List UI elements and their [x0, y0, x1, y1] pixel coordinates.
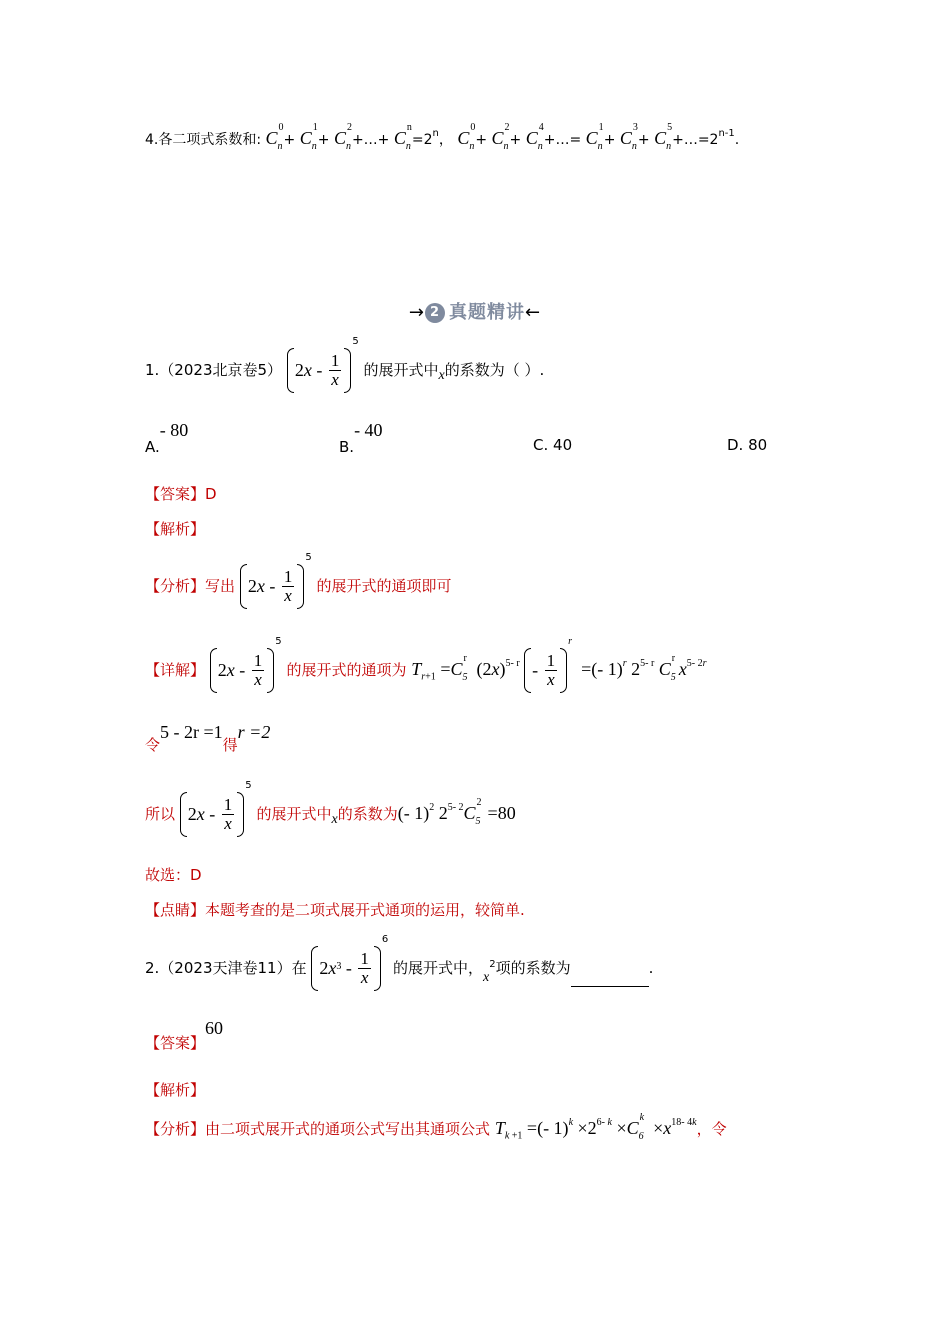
option-c[interactable]: C. 40: [533, 436, 573, 454]
option-d[interactable]: D. 80: [727, 436, 768, 454]
option-b[interactable]: B.- 40: [339, 420, 383, 456]
q1-suoyi: 所以 2 x - $\frac{1}{x}$ $^5$ 的展开式中x的系数为(- 1)$^2$ 2$^{5- 2}$C 2 5 =80: [145, 780, 516, 833]
option-a[interactable]: A.- 80: [145, 420, 189, 456]
question-2: 2.（2023天津卷11）在 2 x 3 - $\frac{1}{x}$ $^6$ 的展开式中，$x^2$项的系数为 .: [145, 934, 654, 987]
q2-jiexi: 【解析】: [145, 1081, 206, 1099]
q2-general-term: $T_{k +1}$ =(- $1)^k \times 2^{6- k} \times C$ k 6 $\times x^{18- 4k}$: [494, 1112, 697, 1142]
section-banner: → 2 真题精讲←: [408, 302, 542, 323]
q1-expr: 2 x - $\frac{1}{x}$: [287, 352, 352, 389]
number-badge: 2: [425, 303, 445, 323]
q1-guxuan: 故选：D: [145, 866, 202, 884]
q1-answer: 【答案】D: [145, 485, 217, 503]
section4-label: 4.各二项式系数和:: [145, 132, 262, 148]
question-1: 1.（2023北京卷5） 2 x - $\frac{1}{x}$ $^5$ 的展开式中x的系数为（ ）.: [145, 336, 545, 389]
q1-xiangjie: 【详解】 2 x - $\frac{1}{x}$ $^5$ 的展开式的通项为 $T_{r+1} =C$ r 5 $(2x)^{5- r}$ - $\frac{1}{x}$ $^r$ =(- 1)$^r$ 2$^{5- r}$ C r 5 $x^{5- 2r}$: [145, 636, 707, 690]
q1-dianjing: 【点睛】本题考查的是二项式展开式通项的运用，较简单.: [145, 901, 525, 919]
q1-fenxi: 【分析】写出 2 x - $\frac{1}{x}$ $^5$ 的展开式的通项即可: [145, 552, 452, 605]
q1-label: 1.（2023北京卷5）: [145, 360, 283, 379]
q2-answer: 【答案】60: [145, 1018, 224, 1052]
banner-title: 真题精讲: [449, 302, 525, 323]
q2-label: 2.（2023天津卷11）在: [145, 958, 307, 977]
q1-ling: 令5 - 2r =1得r =2: [145, 722, 271, 754]
q1-general-term: $T_{r+1} =C$ r 5 $(2x)^{5- r}$ - $\frac{1}{x}$ $^r$ =(- 1)$^r$ 2$^{5- r}$ C r 5 $x^{5- 2r}$: [411, 636, 707, 690]
binomial-sum-line: 4.各二项式系数和: C 0 n + C 1 n + C 2 n +…+ C n n $=2^n$， C 0 n + C 2 n + C 4 n +…= C 1 n + C 3 n + C 5 n $+\dots=2^{n-1}$.: [145, 122, 740, 152]
q1-jiexi: 【解析】: [145, 520, 206, 538]
q2-fenxi: 【分析】由二项式展开式的通项公式写出其通项公式 $T_{k +1}$ =(- $1)^k \times 2^{6- k} \times C$ k 6 $\times x^{18- 4k}$，令: [145, 1112, 727, 1142]
answer-blank[interactable]: [571, 972, 649, 987]
q2-expr: 2 x 3 - $\frac{1}{x}$: [311, 950, 381, 987]
